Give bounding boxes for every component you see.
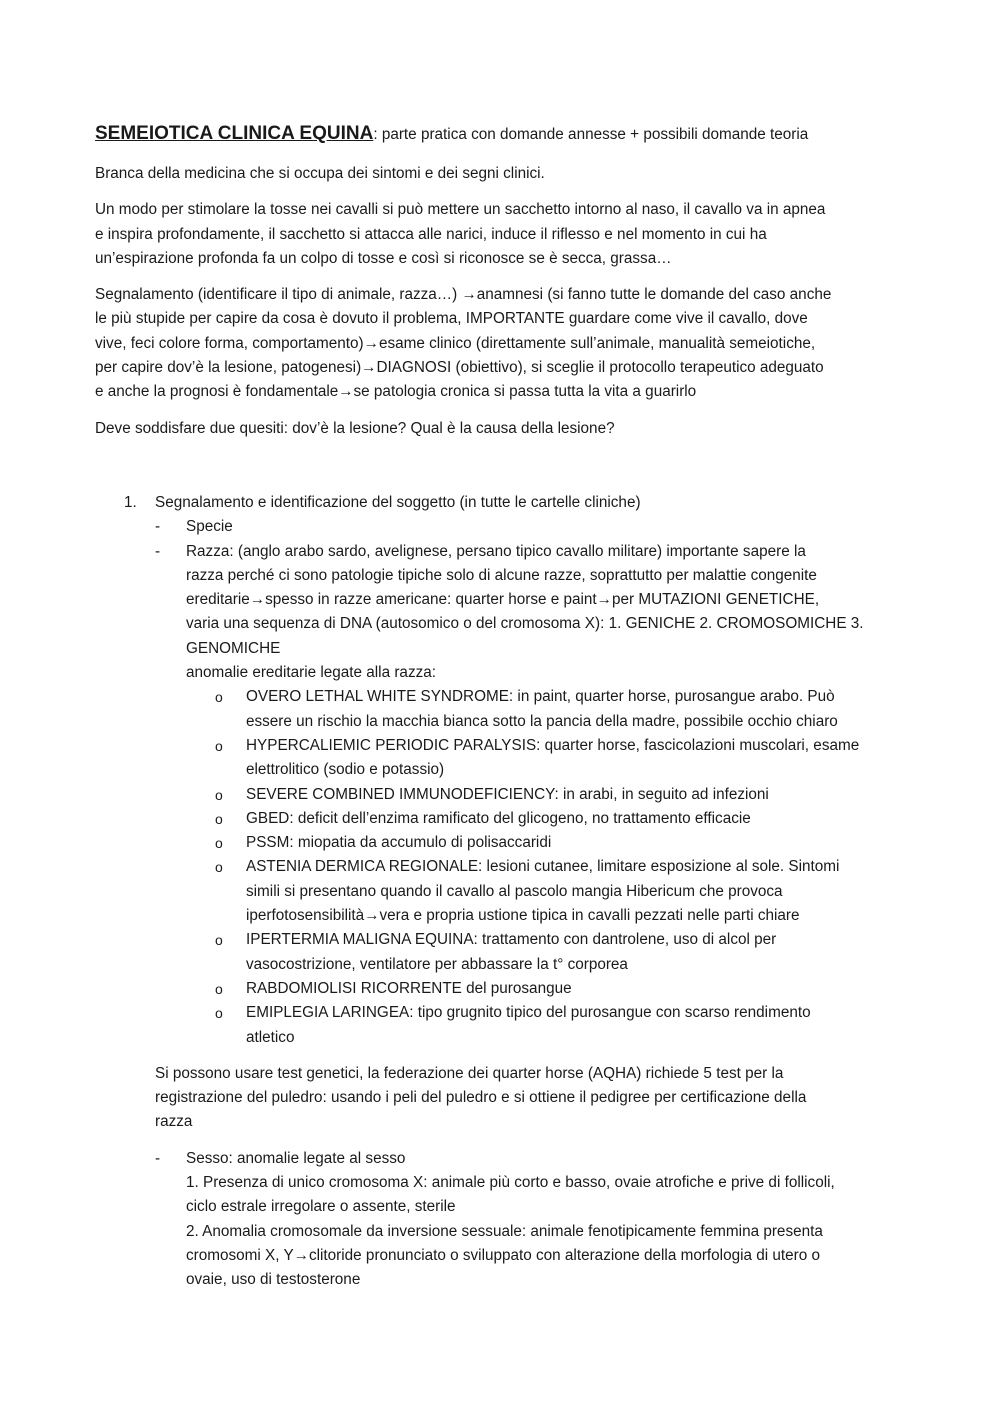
text-line: iperfotosensibilità→vera e propria ustione tipica in cavalli pezzati nelle parti chiare (246, 907, 800, 925)
circle-bullet-icon: o (215, 980, 223, 997)
dash-item-species (95, 515, 910, 539)
text-line: Un modo per stimolare la tosse nei cavalli si può mettere un sacchetto intorno al naso, il cavallo va in apnea (95, 201, 826, 219)
text-line: Sesso: anomalie legate al sesso (186, 1149, 406, 1167)
numbered-item-1 (95, 491, 910, 515)
text-line: vasocostrizione, ventilatore per abbassare la t° corporea (246, 955, 628, 973)
text-line: essere un rischio la macchia bianca sotto la pancia della madre, possibile occhio chiaro (246, 712, 838, 730)
anomaly-list (95, 685, 910, 1049)
text-line: razza (155, 1113, 193, 1131)
anomaly-item (95, 734, 910, 783)
text-line: cromosomi X, Y→clitoride pronunciato o sviluppato con alterazione della morfologia di utero o (186, 1246, 821, 1264)
dash-item-race (95, 540, 910, 686)
text-line: per capire dov’è la lesione, patogenesi)→DIAGNOSI (obiettivo), si sceglie il protocollo terapeutico adeguato (95, 359, 824, 377)
circle-bullet-icon: o (215, 932, 223, 949)
circle-bullet-icon: o (215, 1005, 223, 1022)
species-label: Specie (186, 518, 233, 536)
text-line: razza perché ci sono patologie tipiche solo di alcune razze, soprattutto per malattie congenite (186, 566, 817, 584)
text-line: Segnalamento (identificare il tipo di animale, razza…) →anamnesi (si fanno tutte le domande del caso anche (95, 286, 832, 304)
text-line: OVERO LETHAL WHITE SYNDROME: in paint, quarter horse, purosangue arabo. Può (246, 688, 835, 706)
intro-paragraph: Branca della medicina che si occupa dei sintomi e dei segni clinici. (95, 165, 545, 182)
circle-bullet-icon: o (215, 786, 223, 803)
workflow-paragraph (95, 283, 910, 404)
list-number: 1. (124, 493, 137, 511)
text-line: vive, feci colore forma, comportamento)→esame clinico (direttamente sull’animale, manualità semeiotiche, (95, 334, 816, 352)
circle-bullet-icon: o (215, 859, 223, 876)
anomaly-item (95, 831, 910, 855)
text-line: atletico (246, 1028, 295, 1046)
text-line: GBED: deficit dell’enzima ramificato del glicogeno, no trattamento efficacie (246, 809, 751, 827)
circle-bullet-icon: o (215, 737, 223, 754)
anomaly-item (95, 807, 910, 831)
anomaly-item (95, 685, 910, 734)
anomaly-item (95, 1001, 910, 1050)
genetic-tests-paragraph (95, 1062, 910, 1135)
text-line: elettrolitico (sodio e potassio) (246, 761, 445, 779)
title-line (95, 119, 910, 150)
text-line: 1. Presenza di unico cromosoma X: animale più corto e basso, ovaie atrofiche e prive di follicoli, (186, 1173, 835, 1191)
text-line: e inspira profondamente, il sacchetto si attacca alle narici, induce il riflesso e nel momento in cui ha (95, 225, 767, 243)
questions-paragraph: Deve soddisfare due quesiti: dov’è la lesione? Qual è la causa della lesione? (95, 419, 615, 437)
text-line: IPERTERMIA MALIGNA EQUINA: trattamento con dantrolene, uso di alcol per (246, 931, 777, 949)
text-line: ereditarie→spesso in razze americane: quarter horse e paint→per MUTAZIONI GENETICHE, (186, 591, 820, 609)
dash-item-sex (95, 1147, 910, 1293)
text-line: varia una sequenza di DNA (autosomico o del cromosoma X): 1. GENICHE 2. CROMOSOMICHE 3. (186, 615, 864, 633)
cough-paragraph (95, 198, 910, 271)
text-line: e anche la prognosi è fondamentale→se patologia cronica si passa tutta la vita a guarirlo (95, 383, 697, 401)
text-line: EMIPLEGIA LARINGEA: tipo grugnito tipico del purosangue con scarso rendimento (246, 1004, 811, 1022)
text-line: Si possono usare test genetici, la federazione dei quarter horse (AQHA) richiede 5 test per la (155, 1064, 784, 1082)
circle-bullet-icon: o (215, 810, 223, 827)
text-line: HYPERCALIEMIC PERIODIC PARALYSIS: quarter horse, fascicolazioni muscolari, esame (246, 736, 860, 754)
circle-bullet-icon: o (215, 835, 223, 852)
anomaly-item (95, 855, 910, 928)
text-line: anomalie ereditarie legate alla razza: (186, 664, 436, 682)
dash-marker: - (155, 518, 161, 536)
document-title: SEMEIOTICA CLINICA EQUINA (95, 123, 374, 144)
text-line: PSSM: miopatia da accumulo di polisaccaridi (246, 834, 552, 852)
text-line: registrazione del puledro: usando i peli del puledro e si ottiene il pedigree per certificazione della (155, 1089, 807, 1107)
text-line: ASTENIA DERMICA REGIONALE: lesioni cutanee, limitare esposizione al sole. Sintomi (246, 858, 840, 876)
anomaly-item (95, 977, 910, 1001)
text-line: GENOMICHE (186, 639, 281, 657)
dash-marker: - (155, 542, 161, 560)
anomaly-item (95, 783, 910, 807)
text-line: simili si presentano quando il cavallo al pascolo mangia Hibericum che provoca (246, 882, 783, 900)
text-line: RABDOMIOLISI RICORRENTE del purosangue (246, 979, 572, 997)
document-body (95, 119, 910, 1292)
section-heading: Segnalamento e identificazione del soggetto (in tutte le cartelle cliniche) (155, 493, 641, 511)
anomaly-item (95, 928, 910, 977)
text-line: le più stupide per capire da cosa è dovuto il problema, IMPORTANTE guardare come vive il cavallo, dove (95, 310, 808, 328)
circle-bullet-icon: o (215, 689, 223, 706)
text-line: Razza: (anglo arabo sardo, avelignese, persano tipico cavallo militare) importante sapere la (186, 542, 806, 560)
text-line: ovaie, uso di testosterone (186, 1271, 361, 1289)
dash-marker: - (155, 1149, 161, 1167)
text-line: un’espirazione profonda fa un colpo di tosse e così si riconosce se è secca, grassa… (95, 249, 672, 267)
text-line: 2. Anomalia cromosomale da inversione sessuale: animale fenotipicamente femmina presenta (186, 1222, 823, 1240)
text-line: SEVERE COMBINED IMMUNODEFICIENCY: in arabi, in seguito ad infezioni (246, 785, 769, 803)
text-line: ciclo estrale irregolare o assente, sterile (186, 1198, 456, 1216)
title-suffix: : parte pratica con domande annesse + possibili domande teoria (373, 126, 809, 143)
